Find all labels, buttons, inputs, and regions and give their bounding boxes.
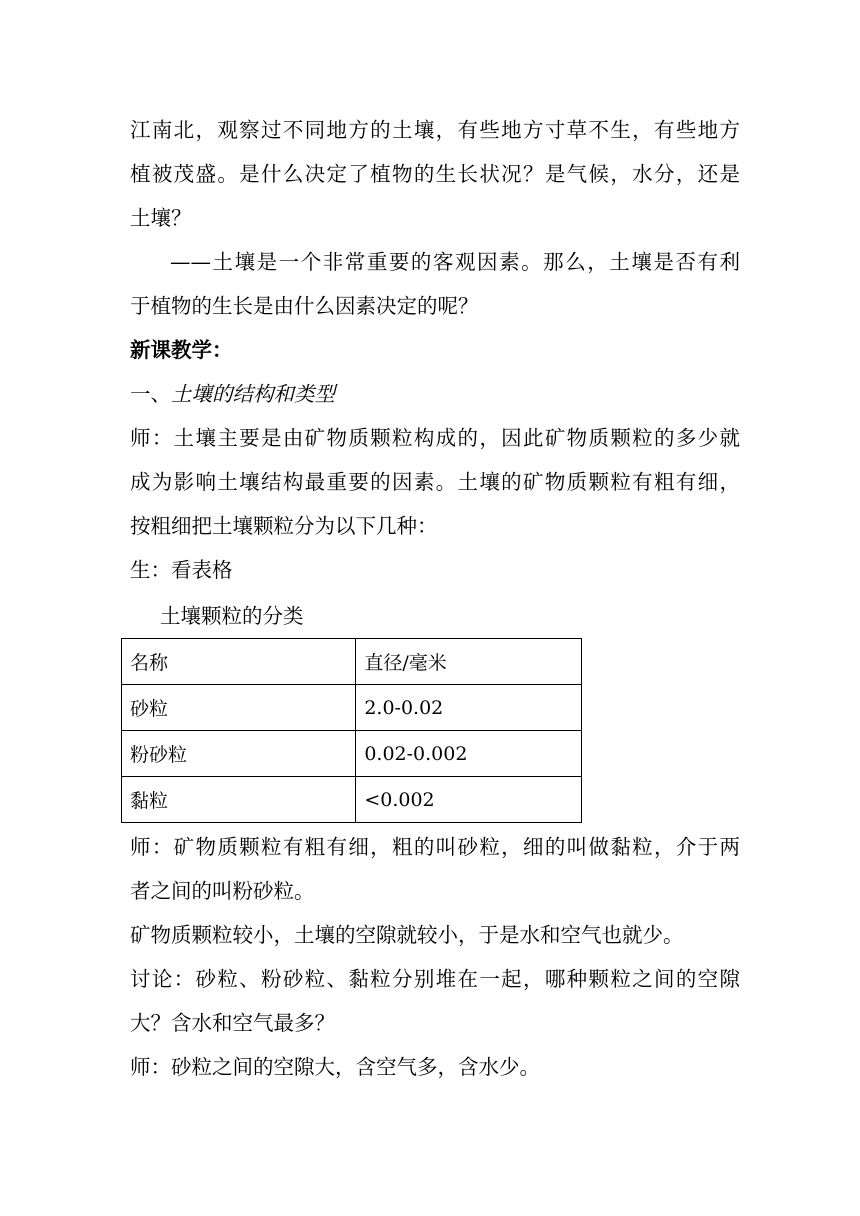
table-row <box>122 731 582 777</box>
paragraph-line: 大？含水和空气最多？ <box>130 1011 335 1035</box>
table-header-cell: 名称 <box>122 639 356 685</box>
paragraph-line: 于植物的生长是由什么因素决定的呢？ <box>130 294 479 318</box>
table-cell: 砂粒 <box>122 685 356 731</box>
paragraph-line: 植被茂盛。是什么决定了植物的生长状况？是气候，水分，还是 <box>130 162 740 186</box>
paragraph-line: 师：土壤主要是由矿物质颗粒构成的，因此矿物质颗粒的多少就 <box>130 426 740 450</box>
table-cell: 0.02-0.002 <box>356 731 582 777</box>
paragraph-line: 江南北，观察过不同地方的土壤，有些地方寸草不生，有些地方 <box>130 118 740 142</box>
subsection-number: 一、 <box>130 382 171 406</box>
paragraph-line: 师：矿物质颗粒有粗有细，粗的叫砂粒，细的叫做黏粒，介于两 <box>130 835 740 859</box>
paragraph-line: 讨论：砂粒、粉砂粒、黏粒分别堆在一起，哪种颗粒之间的空隙 <box>130 967 740 991</box>
document-body <box>130 108 740 1089</box>
paragraph-line: 师：砂粒之间的空隙大，含空气多，含水少。 <box>130 1055 540 1079</box>
table-cell: 黏粒 <box>122 777 356 823</box>
subsection-title: 土壤的结构和类型 <box>171 382 335 406</box>
table-cell: 粉砂粒 <box>122 731 356 777</box>
paragraph-line: 按粗细把土壤颗粒分为以下几种： <box>130 514 438 538</box>
table-row <box>122 777 582 823</box>
table-row <box>122 685 582 731</box>
paragraph-line: ——土壤是一个非常重要的客观因素。那么，土壤是否有利 <box>170 250 740 274</box>
table-cell: 2.0-0.02 <box>356 685 582 731</box>
paragraph-line: 生：看表格 <box>130 558 233 582</box>
paragraph-line: 矿物质颗粒较小，土壤的空隙就较小，于是水和空气也就少。 <box>130 923 684 947</box>
table-caption: 土壤颗粒的分类 <box>160 604 304 628</box>
soil-particle-table <box>121 638 582 823</box>
table-header-row <box>122 639 582 685</box>
section-heading: 新课教学： <box>130 338 233 362</box>
subsection-heading <box>130 372 740 416</box>
paragraph-line: 成为影响土壤结构最重要的因素。土壤的矿物质颗粒有粗有细， <box>130 470 740 494</box>
table-cell: <0.002 <box>356 777 582 823</box>
paragraph-line: 者之间的叫粉砂粒。 <box>130 879 315 903</box>
paragraph-line: 土壤？ <box>130 206 192 230</box>
table-header-cell: 直径/毫米 <box>356 639 582 685</box>
